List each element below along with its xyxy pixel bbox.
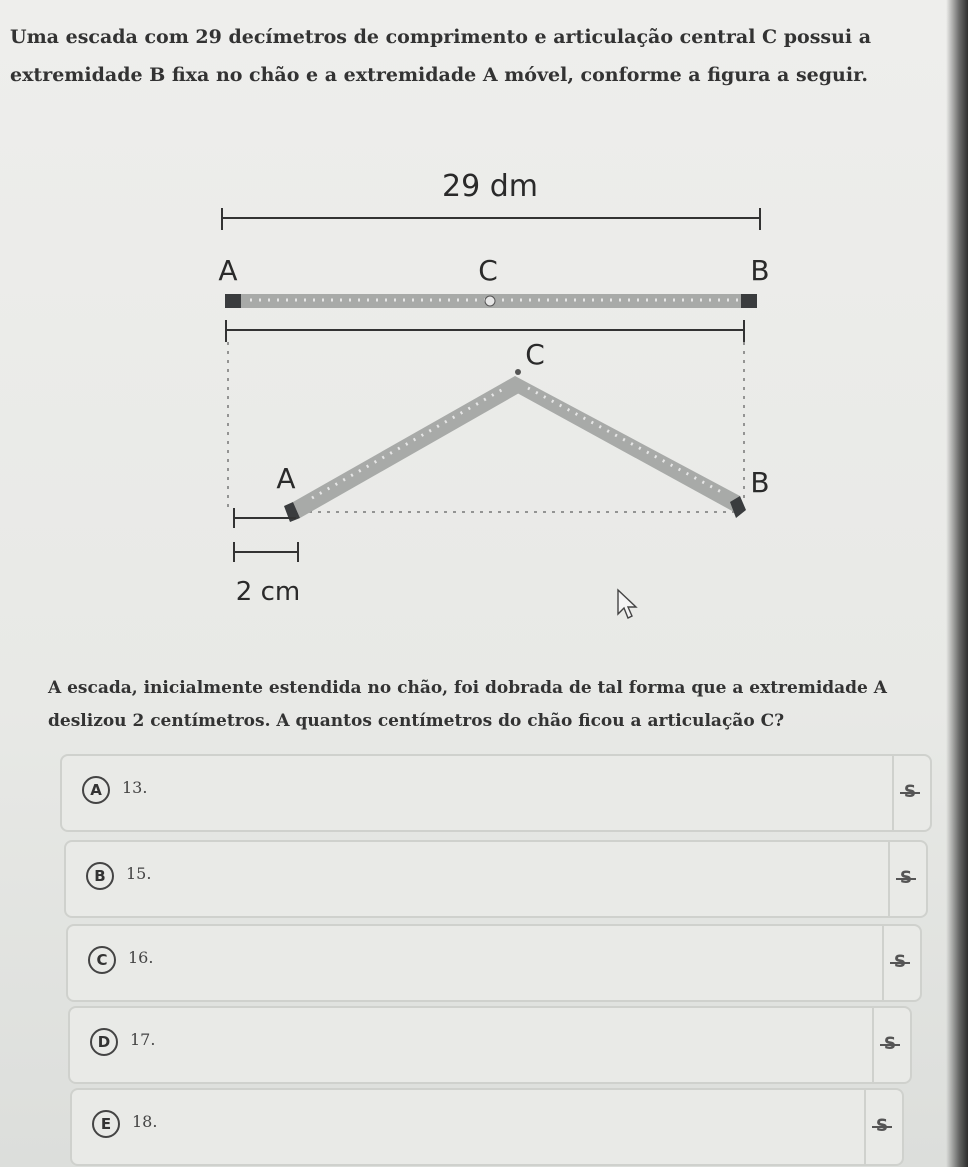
option-c[interactable]: [66, 924, 922, 1002]
length-dimension: [222, 208, 760, 230]
option-d[interactable]: [68, 1006, 912, 1084]
option-letter: D: [90, 1028, 118, 1056]
label-a-folded: A: [276, 462, 296, 495]
label-c-top: C: [478, 254, 498, 287]
question-text: A escada, inicialmente estendida no chão, foi dobrada de tal forma que a extremidade A deslizou 2 centímetros. A quantos centímetros do chão ficou a articulação C?: [48, 678, 887, 731]
ground-line: [226, 320, 744, 342]
option-value: 17.: [130, 1030, 156, 1049]
label-a-top: A: [218, 254, 238, 287]
option-letter: A: [82, 776, 110, 804]
strikethrough-icon[interactable]: S: [880, 1034, 900, 1054]
question-statement: Uma escada com 29 decímetros de comprimento e articulação central C possui a extremidade B fixa no chão e a extremidade A móvel, conforme a figura a seguir.: [10, 26, 872, 86]
option-letter: E: [92, 1110, 120, 1138]
option-letter: B: [86, 862, 114, 890]
option-b[interactable]: [64, 840, 928, 918]
label-c-folded: C: [525, 338, 545, 371]
length-label: 29 dm: [442, 169, 538, 204]
screen-edge-shadow: [946, 0, 968, 1167]
option-value: 13.: [122, 778, 148, 797]
label-b-top: B: [750, 254, 770, 287]
ladder-figure: [0, 150, 968, 620]
strikethrough-icon[interactable]: S: [900, 782, 920, 802]
strikethrough-icon[interactable]: S: [872, 1116, 892, 1136]
option-letter: C: [88, 946, 116, 974]
slide-label: 2 cm: [235, 577, 301, 607]
ladder-extended: [225, 294, 757, 308]
strikethrough-icon[interactable]: S: [896, 868, 916, 888]
option-a[interactable]: [60, 754, 932, 832]
option-value: 18.: [132, 1112, 158, 1131]
option-value: 15.: [126, 864, 152, 883]
mouse-cursor-icon: [618, 590, 636, 618]
option-e[interactable]: [70, 1088, 904, 1166]
option-value: 16.: [128, 948, 154, 967]
strikethrough-icon[interactable]: S: [890, 952, 910, 972]
ladder-folded: [284, 369, 746, 522]
label-b-folded: B: [750, 466, 770, 499]
